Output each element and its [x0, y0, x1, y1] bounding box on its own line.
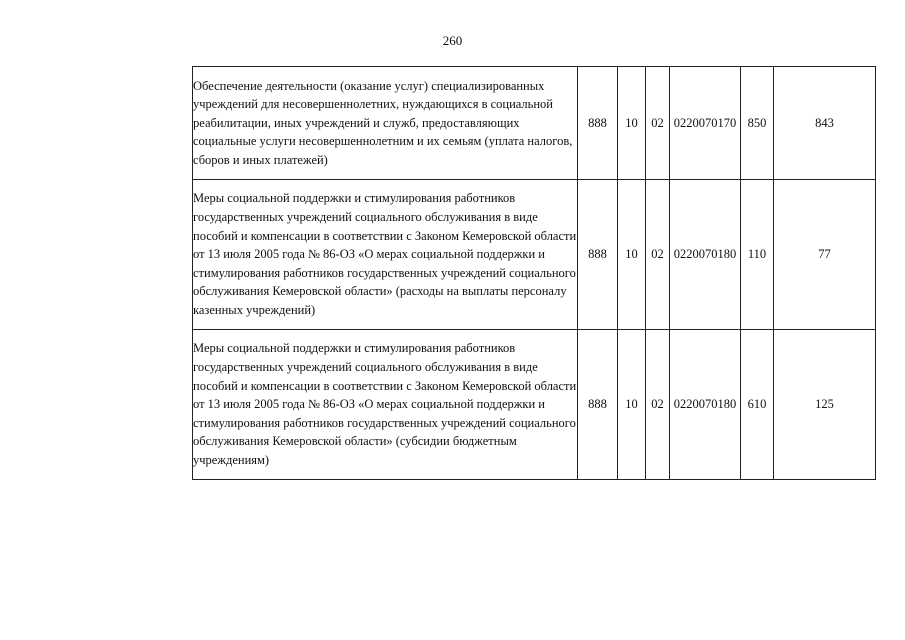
- row-description: Меры социальной поддержки и стимулирования работников государственных учреждений социального обслуживания в виде пособий и компенсации в соответствии с Законом Кемеровской области от 13 июля 2005 года № 86-ОЗ «О мерах социальной поддержки и стимулирования работников государственных учреждений социального обслуживания Кемеровской области» (субсидии бюджетным учреждениям): [193, 330, 578, 480]
- amount-value: 77: [774, 180, 876, 330]
- amount-value: 125: [774, 330, 876, 480]
- row-description: Обеспечение деятельности (оказание услуг) специализированных учреждений для несовершеннолетних, нуждающихся в социальной реабилитации, иных учреждений и служб, предоставляющих социальные услуги несовершеннолетним и их семьям (уплата налогов, сборов и иных платежей): [193, 67, 578, 180]
- ministry-code: 888: [578, 67, 618, 180]
- budget-table: [192, 66, 876, 480]
- ministry-code: 888: [578, 180, 618, 330]
- expense-type-code: 610: [741, 330, 774, 480]
- table-row: [193, 330, 876, 480]
- ministry-code: 888: [578, 330, 618, 480]
- amount-value: 843: [774, 67, 876, 180]
- subsection-code: 02: [646, 67, 670, 180]
- target-article-code: 0220070170: [670, 67, 741, 180]
- target-article-code: 0220070180: [670, 180, 741, 330]
- expense-type-code: 850: [741, 67, 774, 180]
- table-row: [193, 67, 876, 180]
- section-code: 10: [618, 180, 646, 330]
- expense-type-code: 110: [741, 180, 774, 330]
- section-code: 10: [618, 330, 646, 480]
- table-row: [193, 180, 876, 330]
- subsection-code: 02: [646, 180, 670, 330]
- target-article-code: 0220070180: [670, 330, 741, 480]
- subsection-code: 02: [646, 330, 670, 480]
- row-description: Меры социальной поддержки и стимулирования работников государственных учреждений социального обслуживания в виде пособий и компенсации в соответствии с Законом Кемеровской области от 13 июля 2005 года № 86-ОЗ «О мерах социальной поддержки и стимулирования работников государственных учреждений социального обслуживания Кемеровской области» (расходы на выплаты персоналу казенных учреждений): [193, 180, 578, 330]
- page-number: 260: [442, 33, 463, 48]
- section-code: 10: [618, 67, 646, 180]
